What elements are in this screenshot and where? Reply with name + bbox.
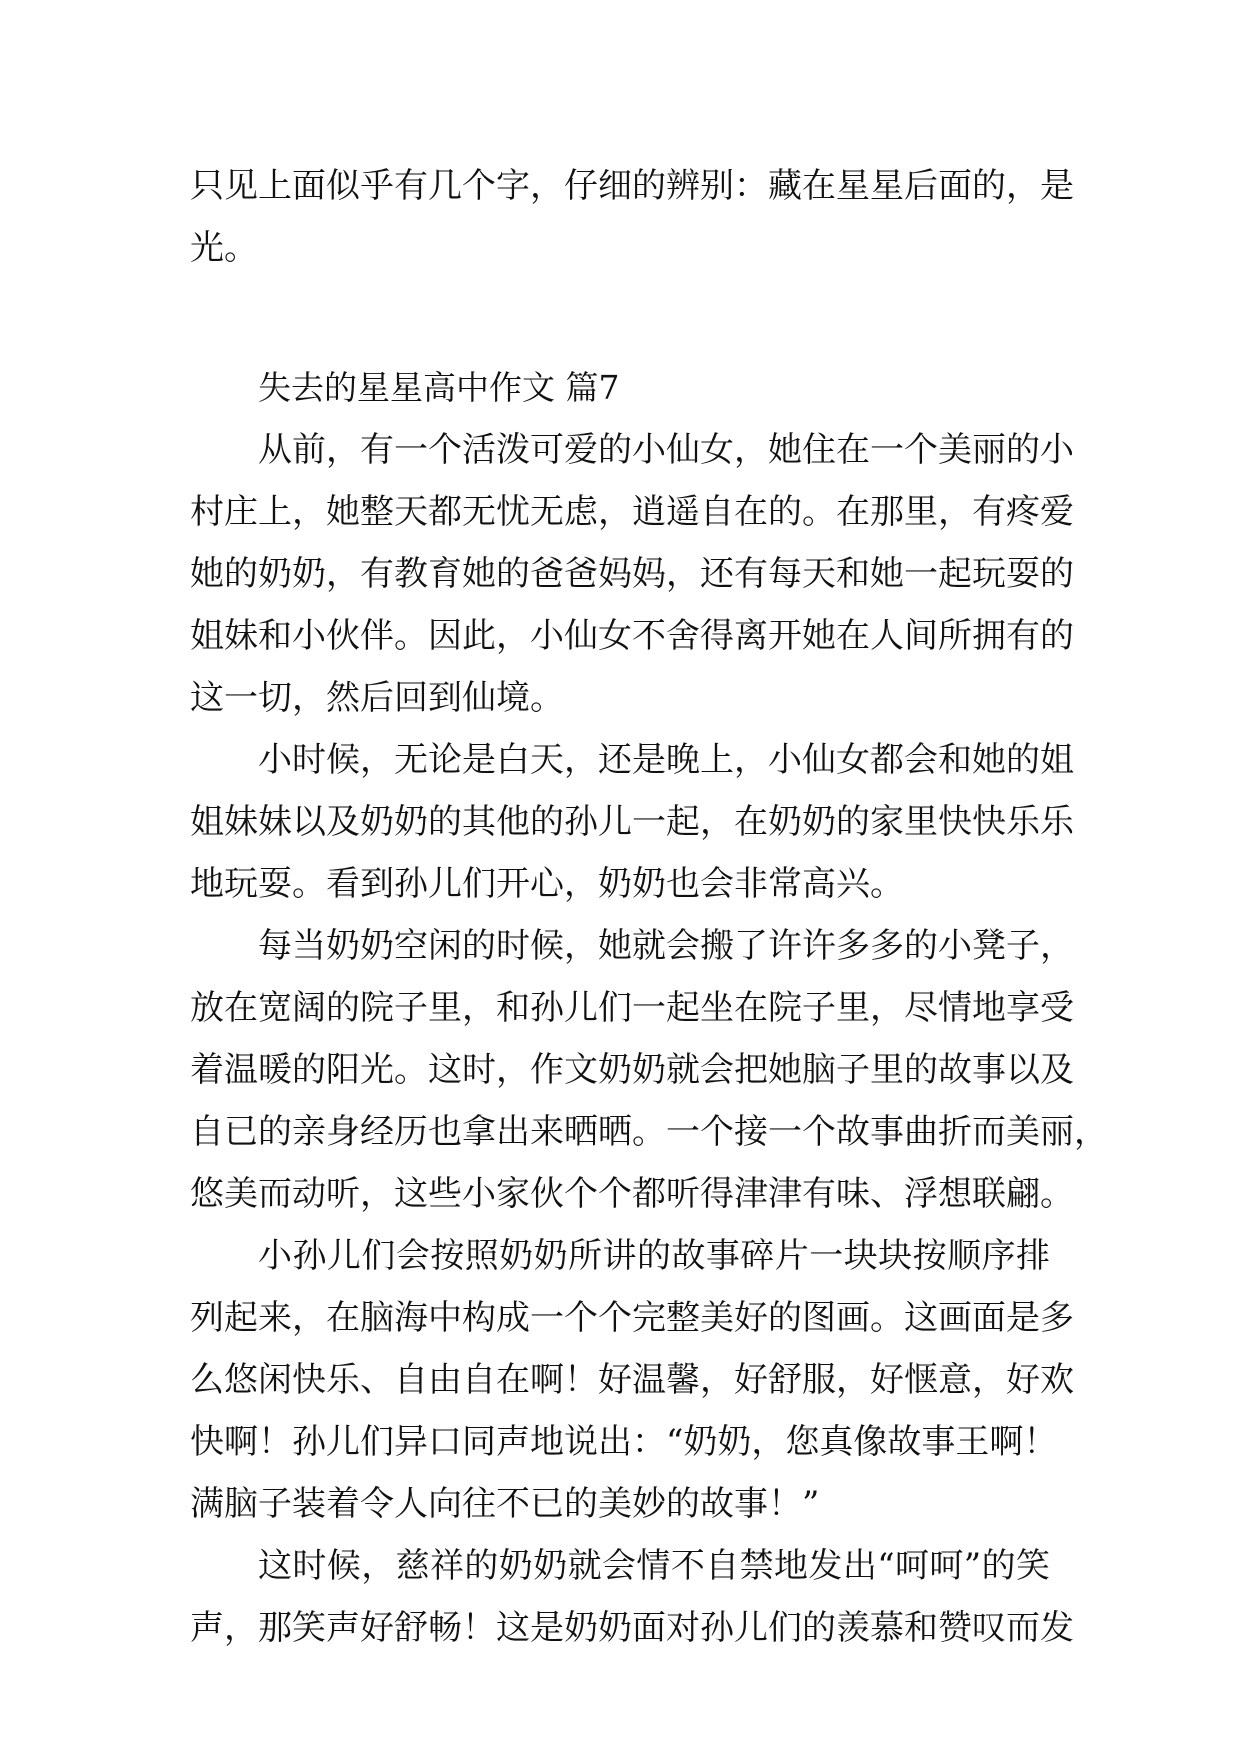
text-line: 悠美而动听，这些小家伙个个都听得津津有味、浮想联翩。	[190, 1174, 1074, 1214]
text-line: 快啊！孙儿们异口同声地说出：“奶奶，您真像故事王啊！	[190, 1422, 1058, 1462]
text-line: 这时候，慈祥的奶奶就会情不自禁地发出“呵呵”的笑	[258, 1546, 1050, 1586]
text-line: 光。	[190, 228, 258, 268]
text-line: 声，那笑声好舒畅！这是奶奶面对孙儿们的羡慕和赞叹而发	[190, 1608, 1074, 1648]
text-line: 每当奶奶空闲的时候，她就会搬了许许多多的小凳子，	[258, 926, 1074, 966]
text-line: 姐妹妹以及奶奶的其他的孙儿一起，在奶奶的家里快快乐乐	[190, 802, 1074, 842]
text-line: 么悠闲快乐、自由自在啊！好温馨，好舒服，好惬意，好欢	[190, 1360, 1074, 1400]
text-line: 满脑子装着令人向往不已的美妙的故事！”	[190, 1484, 820, 1524]
document-body	[190, 155, 1108, 1659]
text-line: 姐妹和小伙伴。因此，小仙女不舍得离开她在人间所拥有的	[190, 616, 1074, 656]
text-line: 这一切，然后回到仙境。	[190, 678, 564, 718]
text-line: 村庄上，她整天都无忧无虑，逍遥自在的。在那里，有疼爱	[190, 492, 1074, 532]
text-line: 着温暖的阳光。这时，作文奶奶就会把她脑子里的故事以及	[190, 1050, 1074, 1090]
text-line: 小时候，无论是白天，还是晚上，小仙女都会和她的姐	[258, 740, 1074, 780]
text-line: 地玩耍。看到孙儿们开心，奶奶也会非常高兴。	[190, 864, 904, 904]
text-line: 自已的亲身经历也拿出来晒晒。一个接一个故事曲折而美丽，	[190, 1112, 1108, 1152]
text-line: 列起来，在脑海中构成一个个完整美好的图画。这画面是多	[190, 1298, 1074, 1338]
text-line: 她的奶奶，有教育她的爸爸妈妈，还有每天和她一起玩耍的	[190, 554, 1074, 594]
text-line: 小孙儿们会按照奶奶所讲的故事碎片一块块按顺序排	[258, 1236, 1050, 1276]
text-line: 放在宽阔的院子里，和孙儿们一起坐在院子里，尽情地享受	[190, 988, 1074, 1028]
text-line: 只见上面似乎有几个字，仔细的辨别：藏在星星后面的，是	[190, 166, 1074, 206]
section-heading: 失去的星星高中作文 篇7	[258, 368, 620, 407]
section-gap	[190, 279, 1090, 357]
text-line: 从前，有一个活泼可爱的小仙女，她住在一个美丽的小	[258, 430, 1074, 470]
